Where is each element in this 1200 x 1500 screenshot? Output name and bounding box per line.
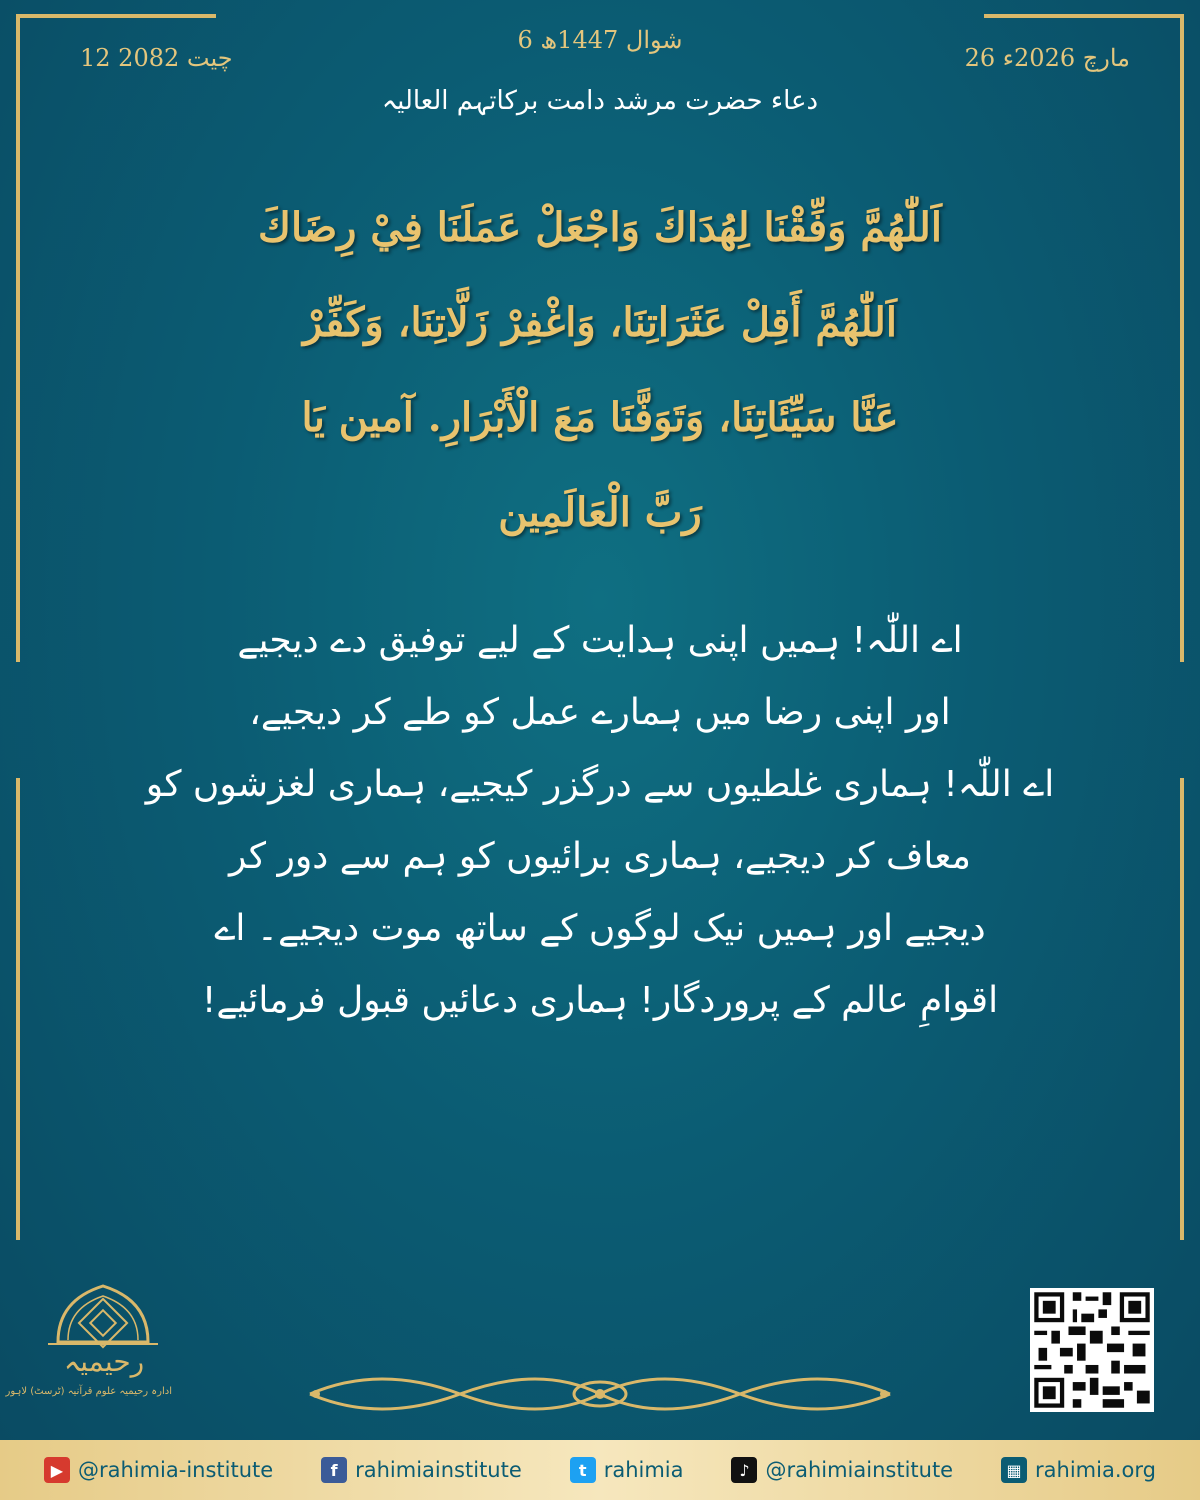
- arabic-line: اَللّٰهُمَّ وَفِّقْنَا لِهُدَاكَ وَاجْعَلْ عَمَلَنَا فِيْ رِضَاكَ: [258, 204, 942, 251]
- urdu-line: دیجیے اور ہمیں نیک لوگوں کے ساتھ موت دیجیے۔ اے: [214, 908, 986, 949]
- facebook-icon: f: [321, 1457, 347, 1483]
- frame-left-lower: [16, 778, 20, 1240]
- urdu-translation: [140, 605, 1060, 1037]
- bikrami-date: 12 چیت 2082: [80, 44, 233, 72]
- urdu-line: اور اپنی رضا میں ہمارے عمل کو طے کر دیجیے،: [249, 692, 951, 733]
- twitter-link[interactable]: [570, 1457, 684, 1483]
- arabic-dua: [150, 180, 1050, 560]
- social-footer: [0, 1440, 1200, 1500]
- logo-name: رحیمیہ: [63, 1345, 145, 1378]
- arabic-line: عَنَّا سَيِّئَاتِنَا، وَتَوَفَّنَا مَعَ الْأَبْرَارِ. آمين يَا: [301, 394, 899, 441]
- facebook-link[interactable]: [321, 1457, 522, 1483]
- arabic-line: اَللّٰهُمَّ أَقِلْ عَثَرَاتِنَا، وَاغْفِرْ زَلَّاتِنَا، وَكَفِّرْ: [303, 299, 897, 346]
- hijri-date: 6 شوال 1447ھ: [517, 26, 683, 54]
- tiktok-icon: ♪: [731, 1457, 757, 1483]
- twitter-handle: rahimia: [603, 1458, 684, 1482]
- frame-right-lower: [1180, 778, 1184, 1240]
- gold-ornament: [300, 1368, 900, 1420]
- arabic-line: رَبَّ الْعَالَمِين: [498, 489, 702, 536]
- facebook-handle: rahimiainstitute: [355, 1458, 522, 1482]
- gregorian-date: 26 مارچ 2026ء: [964, 44, 1130, 72]
- twitter-icon: t: [570, 1457, 596, 1483]
- urdu-line: اے اللّٰہ! ہماری غلطیوں سے درگزر کیجیے، ہماری لغزشوں کو: [145, 764, 1055, 805]
- website-url: rahimia.org: [1035, 1458, 1156, 1482]
- urdu-line: معاف کر دیجیے، ہماری برائیوں کو ہم سے دور کر: [229, 836, 971, 877]
- qr-code[interactable]: [1030, 1288, 1154, 1412]
- youtube-link[interactable]: [44, 1457, 273, 1483]
- frame-top-right: [984, 14, 1184, 18]
- logo-subtitle: ادارہ رحیمیہ علوم قرآنیہ (ٹرسٹ) لاہور: [5, 1386, 172, 1397]
- tiktok-handle: @rahimiainstitute: [765, 1458, 954, 1482]
- dua-heading: دعاء حضرت مرشد دامت برکاتہم العالیہ: [381, 86, 819, 116]
- tiktok-link[interactable]: [731, 1457, 953, 1483]
- youtube-handle: @rahimia-institute: [77, 1458, 274, 1482]
- website-link[interactable]: [1001, 1457, 1156, 1483]
- qr-small-icon: ▦: [1001, 1457, 1027, 1483]
- urdu-line: اقوامِ عالم کے پروردگار! ہماری دعائیں قبول فرمائیے!: [201, 980, 999, 1021]
- frame-top-left: [16, 14, 216, 18]
- urdu-line: اے اللّٰہ! ہمیں اپنی ہدایت کے لیے توفیق دے دیجیے: [237, 620, 963, 661]
- youtube-icon: ▶: [44, 1457, 70, 1483]
